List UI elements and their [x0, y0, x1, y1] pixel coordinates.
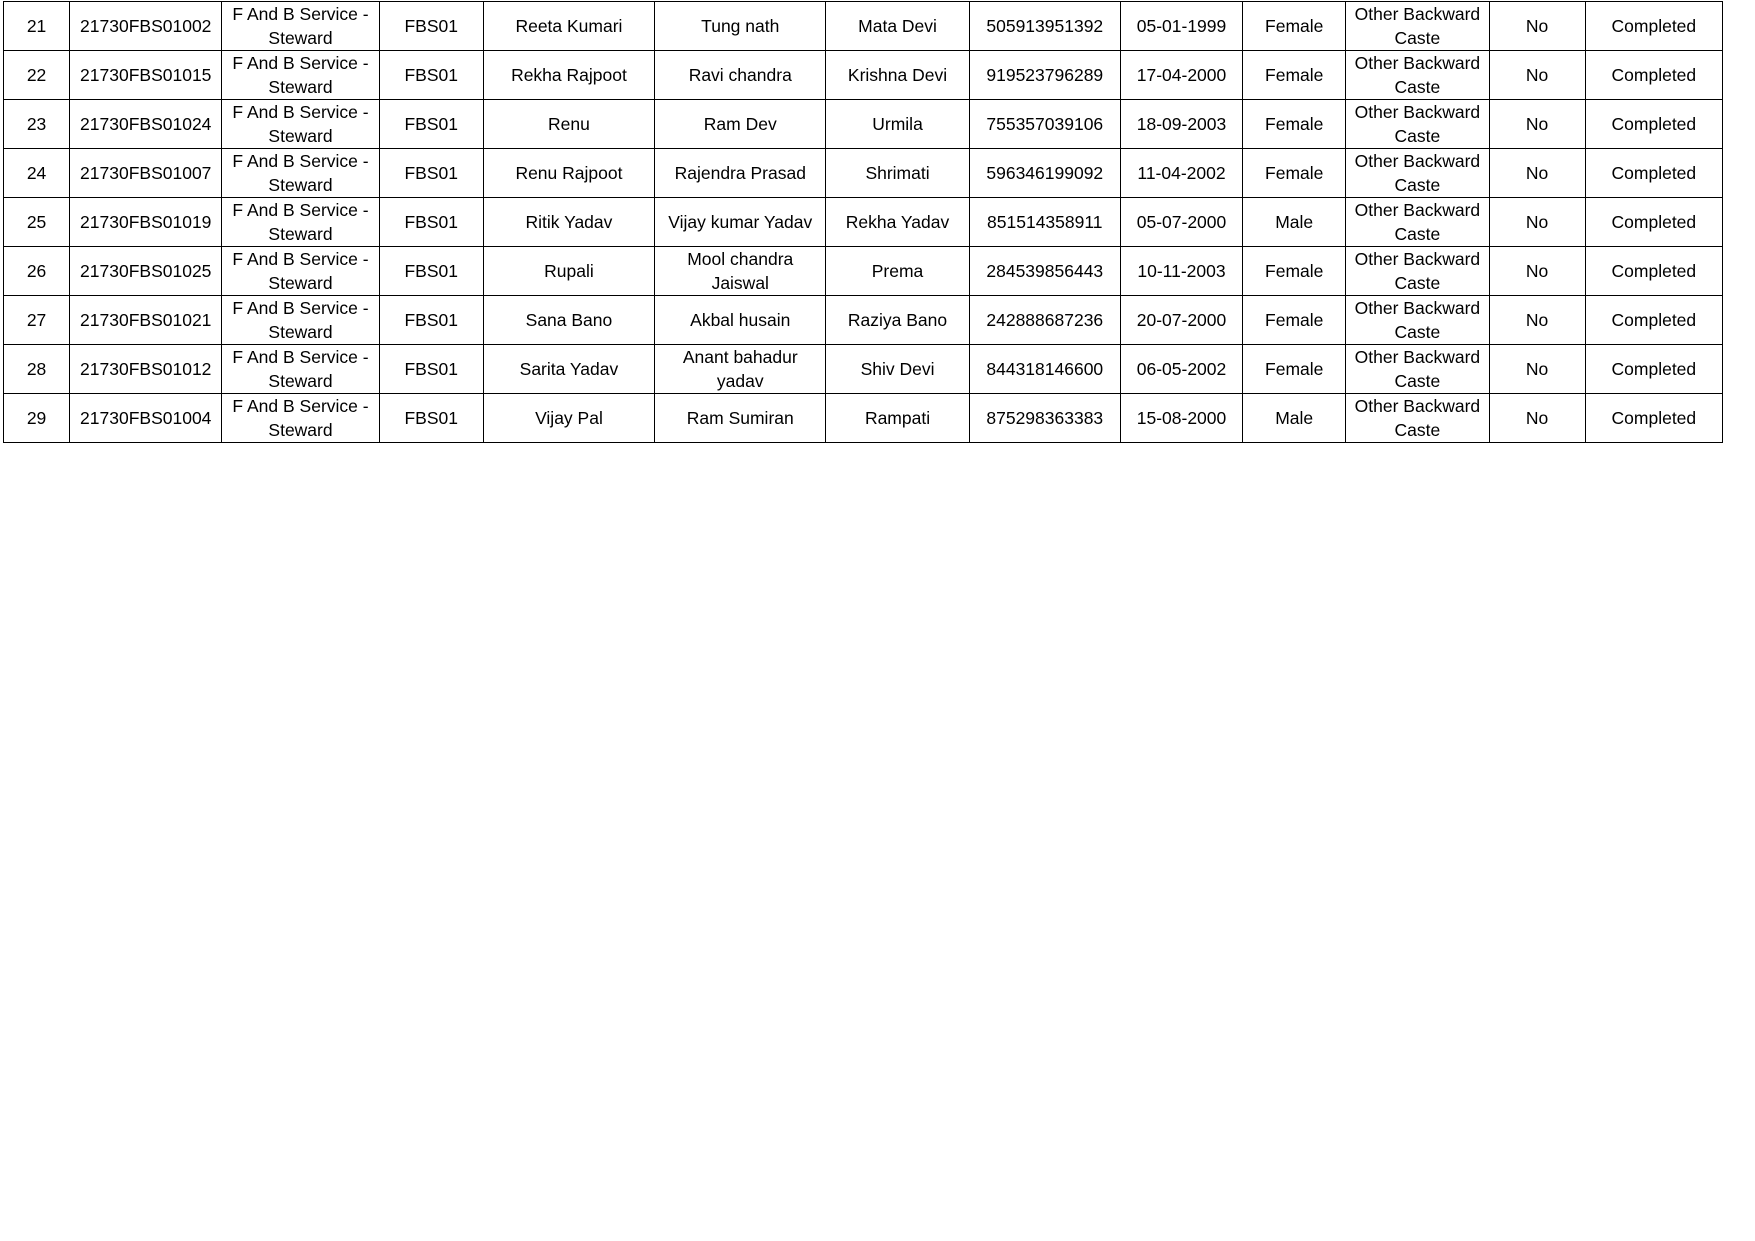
gender-cell: Male	[1243, 394, 1346, 443]
status-cell: Completed	[1585, 51, 1722, 100]
batch-code-cell: FBS01	[379, 149, 483, 198]
gender-cell: Female	[1243, 296, 1346, 345]
disability-cell: No	[1489, 51, 1585, 100]
aadhaar-number-cell: 875298363383	[969, 394, 1120, 443]
category-cell: Other Backward Caste	[1346, 296, 1489, 345]
category-cell: Other Backward Caste	[1346, 394, 1489, 443]
disability-cell: No	[1489, 247, 1585, 296]
aadhaar-number-cell: 851514358911	[969, 198, 1120, 247]
serial-number-cell: 25	[4, 198, 70, 247]
date-of-birth-cell: 10-11-2003	[1120, 247, 1242, 296]
candidate-name-cell: Rupali	[483, 247, 654, 296]
status-cell: Completed	[1585, 247, 1722, 296]
mother-name-cell: Shrimati	[826, 149, 969, 198]
candidate-name-cell: Rekha Rajpoot	[483, 51, 654, 100]
aadhaar-number-cell: 596346199092	[969, 149, 1120, 198]
enrollment-id-cell: 21730FBS01015	[70, 51, 222, 100]
enrollment-id-cell: 21730FBS01025	[70, 247, 222, 296]
aadhaar-number-cell: 284539856443	[969, 247, 1120, 296]
enrollment-id-cell: 21730FBS01021	[70, 296, 222, 345]
enrollment-id-cell: 21730FBS01004	[70, 394, 222, 443]
status-cell: Completed	[1585, 149, 1722, 198]
aadhaar-number-cell: 755357039106	[969, 100, 1120, 149]
enrollment-id-cell: 21730FBS01024	[70, 100, 222, 149]
father-name-cell: Ram Sumiran	[655, 394, 826, 443]
batch-code-cell: FBS01	[379, 198, 483, 247]
disability-cell: No	[1489, 394, 1585, 443]
table-row	[4, 394, 1723, 443]
gender-cell: Female	[1243, 2, 1346, 51]
date-of-birth-cell: 06-05-2002	[1120, 345, 1242, 394]
job-role-cell: F And B Service - Steward	[222, 345, 379, 394]
job-role-cell: F And B Service - Steward	[222, 100, 379, 149]
status-cell: Completed	[1585, 198, 1722, 247]
serial-number-cell: 23	[4, 100, 70, 149]
gender-cell: Female	[1243, 149, 1346, 198]
father-name-cell: Rajendra Prasad	[655, 149, 826, 198]
date-of-birth-cell: 11-04-2002	[1120, 149, 1242, 198]
status-cell: Completed	[1585, 394, 1722, 443]
category-cell: Other Backward Caste	[1346, 100, 1489, 149]
batch-code-cell: FBS01	[379, 296, 483, 345]
aadhaar-number-cell: 242888687236	[969, 296, 1120, 345]
disability-cell: No	[1489, 100, 1585, 149]
father-name-cell: Akbal husain	[655, 296, 826, 345]
disability-cell: No	[1489, 149, 1585, 198]
candidate-name-cell: Renu Rajpoot	[483, 149, 654, 198]
status-cell: Completed	[1585, 296, 1722, 345]
enrollment-id-cell: 21730FBS01012	[70, 345, 222, 394]
category-cell: Other Backward Caste	[1346, 2, 1489, 51]
batch-code-cell: FBS01	[379, 100, 483, 149]
mother-name-cell: Rekha Yadav	[826, 198, 969, 247]
father-name-cell: Tung nath	[655, 2, 826, 51]
batch-code-cell: FBS01	[379, 51, 483, 100]
table-body	[4, 2, 1723, 443]
candidate-name-cell: Reeta Kumari	[483, 2, 654, 51]
job-role-cell: F And B Service - Steward	[222, 149, 379, 198]
mother-name-cell: Urmila	[826, 100, 969, 149]
category-cell: Other Backward Caste	[1346, 198, 1489, 247]
father-name-cell: Mool chandra Jaiswal	[655, 247, 826, 296]
serial-number-cell: 27	[4, 296, 70, 345]
mother-name-cell: Prema	[826, 247, 969, 296]
category-cell: Other Backward Caste	[1346, 51, 1489, 100]
gender-cell: Female	[1243, 247, 1346, 296]
father-name-cell: Ravi chandra	[655, 51, 826, 100]
mother-name-cell: Mata Devi	[826, 2, 969, 51]
job-role-cell: F And B Service - Steward	[222, 51, 379, 100]
status-cell: Completed	[1585, 2, 1722, 51]
table-row	[4, 345, 1723, 394]
serial-number-cell: 26	[4, 247, 70, 296]
job-role-cell: F And B Service - Steward	[222, 296, 379, 345]
enrollment-id-cell: 21730FBS01007	[70, 149, 222, 198]
father-name-cell: Anant bahadur yadav	[655, 345, 826, 394]
date-of-birth-cell: 17-04-2000	[1120, 51, 1242, 100]
mother-name-cell: Rampati	[826, 394, 969, 443]
table-row	[4, 247, 1723, 296]
date-of-birth-cell: 15-08-2000	[1120, 394, 1242, 443]
mother-name-cell: Raziya Bano	[826, 296, 969, 345]
job-role-cell: F And B Service - Steward	[222, 394, 379, 443]
table-row	[4, 51, 1723, 100]
batch-code-cell: FBS01	[379, 2, 483, 51]
aadhaar-number-cell: 844318146600	[969, 345, 1120, 394]
batch-code-cell: FBS01	[379, 247, 483, 296]
serial-number-cell: 29	[4, 394, 70, 443]
candidate-name-cell: Vijay Pal	[483, 394, 654, 443]
table-row	[4, 149, 1723, 198]
status-cell: Completed	[1585, 345, 1722, 394]
candidate-table	[3, 1, 1723, 443]
table-row	[4, 296, 1723, 345]
serial-number-cell: 22	[4, 51, 70, 100]
enrollment-id-cell: 21730FBS01002	[70, 2, 222, 51]
job-role-cell: F And B Service - Steward	[222, 2, 379, 51]
table-row	[4, 100, 1723, 149]
disability-cell: No	[1489, 296, 1585, 345]
table-row	[4, 198, 1723, 247]
batch-code-cell: FBS01	[379, 394, 483, 443]
date-of-birth-cell: 20-07-2000	[1120, 296, 1242, 345]
category-cell: Other Backward Caste	[1346, 149, 1489, 198]
mother-name-cell: Shiv Devi	[826, 345, 969, 394]
candidate-name-cell: Sarita Yadav	[483, 345, 654, 394]
father-name-cell: Vijay kumar Yadav	[655, 198, 826, 247]
aadhaar-number-cell: 919523796289	[969, 51, 1120, 100]
disability-cell: No	[1489, 2, 1585, 51]
disability-cell: No	[1489, 345, 1585, 394]
mother-name-cell: Krishna Devi	[826, 51, 969, 100]
candidate-name-cell: Ritik Yadav	[483, 198, 654, 247]
candidate-name-cell: Sana Bano	[483, 296, 654, 345]
gender-cell: Male	[1243, 198, 1346, 247]
date-of-birth-cell: 18-09-2003	[1120, 100, 1242, 149]
aadhaar-number-cell: 505913951392	[969, 2, 1120, 51]
gender-cell: Female	[1243, 51, 1346, 100]
table-row	[4, 2, 1723, 51]
job-role-cell: F And B Service - Steward	[222, 198, 379, 247]
status-cell: Completed	[1585, 100, 1722, 149]
father-name-cell: Ram Dev	[655, 100, 826, 149]
candidate-name-cell: Renu	[483, 100, 654, 149]
disability-cell: No	[1489, 198, 1585, 247]
date-of-birth-cell: 05-01-1999	[1120, 2, 1242, 51]
date-of-birth-cell: 05-07-2000	[1120, 198, 1242, 247]
batch-code-cell: FBS01	[379, 345, 483, 394]
category-cell: Other Backward Caste	[1346, 345, 1489, 394]
serial-number-cell: 21	[4, 2, 70, 51]
serial-number-cell: 28	[4, 345, 70, 394]
job-role-cell: F And B Service - Steward	[222, 247, 379, 296]
gender-cell: Female	[1243, 100, 1346, 149]
category-cell: Other Backward Caste	[1346, 247, 1489, 296]
enrollment-id-cell: 21730FBS01019	[70, 198, 222, 247]
gender-cell: Female	[1243, 345, 1346, 394]
serial-number-cell: 24	[4, 149, 70, 198]
